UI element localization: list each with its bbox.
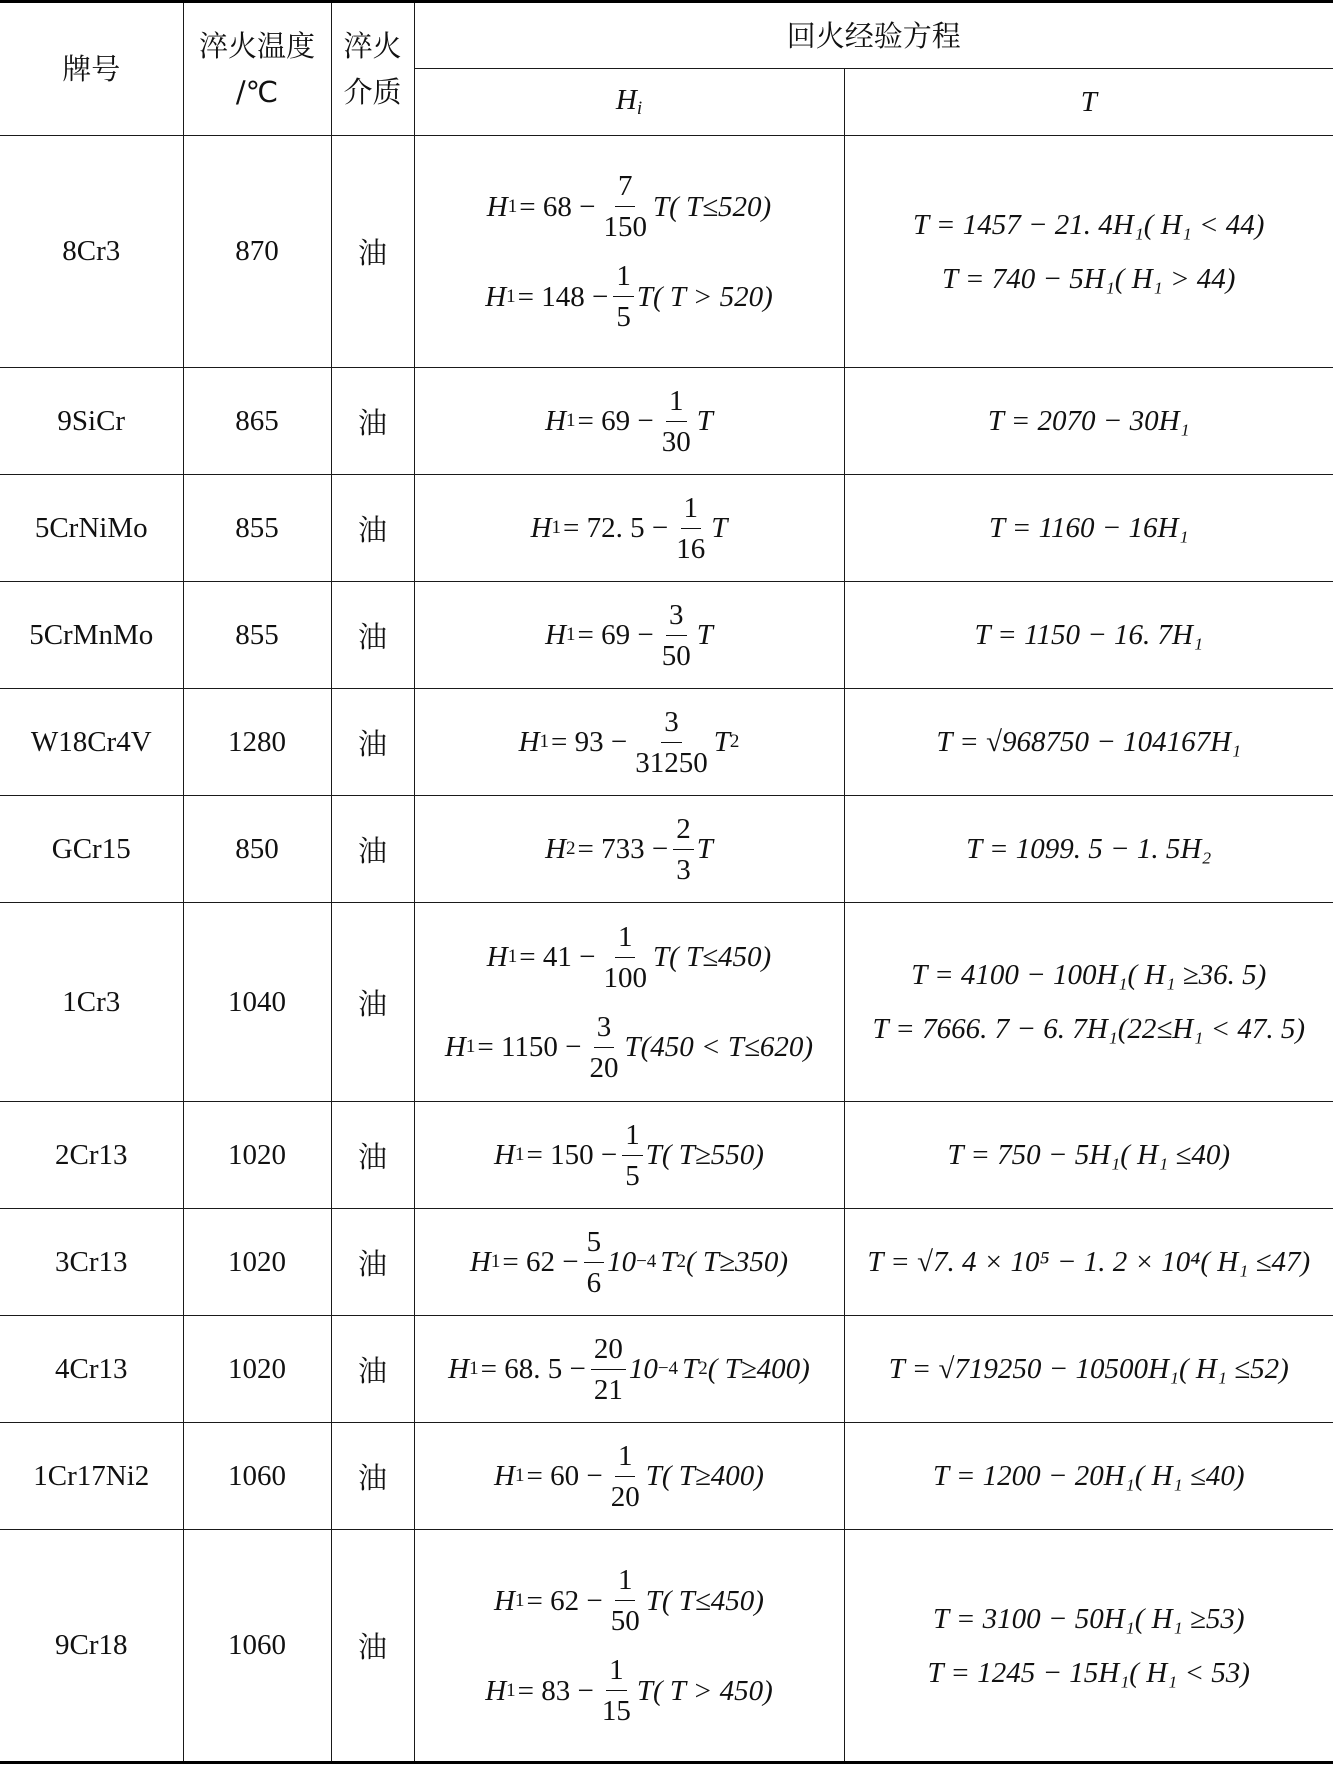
cell-t-equation xyxy=(844,368,1333,475)
fraction-denominator: 16 xyxy=(676,532,706,565)
h-subscript: 1 xyxy=(551,517,562,538)
h-equation xyxy=(415,252,844,342)
h-equation xyxy=(415,1324,844,1414)
fraction-denominator: 15 xyxy=(601,1695,631,1727)
h-symbol: H xyxy=(469,1246,491,1278)
cell-t-equation xyxy=(844,1209,1333,1316)
h-post: T( T≤520) xyxy=(652,190,772,223)
h-equation xyxy=(415,162,844,252)
cell-h-equation xyxy=(414,475,844,582)
h-equation-body xyxy=(494,1431,764,1521)
h-equation xyxy=(415,697,844,787)
t-equation: T = 1200 − 20H₁( H₁ ≤40) xyxy=(932,1460,1245,1492)
table-row xyxy=(0,368,1333,475)
h-equation-body xyxy=(545,376,713,466)
header-quench-temp-line1: 淬火温度 xyxy=(198,29,315,63)
h-equation-body xyxy=(494,1110,764,1200)
t-equation: T = √7. 4 × 10⁵ − 1. 2 × 10⁴( H₁ ≤47) xyxy=(867,1246,1311,1278)
h-post: T xyxy=(696,405,713,437)
fraction-denominator: 5 xyxy=(625,1159,640,1192)
fraction xyxy=(587,1009,622,1086)
header-quench-temp-line2: /℃ xyxy=(235,75,279,109)
fraction-denominator: 50 xyxy=(610,1605,640,1637)
h-post: T( T≤450) xyxy=(645,1584,764,1617)
medium-value: 油 xyxy=(357,1139,387,1174)
fraction xyxy=(659,383,694,460)
h-equation xyxy=(415,1431,844,1521)
grade-value: 4Cr13 xyxy=(55,1352,128,1385)
fraction-numerator: 3 xyxy=(661,704,682,743)
cell-medium xyxy=(331,689,414,796)
cell-temp xyxy=(183,903,331,1102)
h-symbol: H xyxy=(485,280,507,313)
cell-h-equation xyxy=(414,1209,844,1316)
t-equation: T = 1245 − 15H₁( H₁ < 53) xyxy=(927,1656,1250,1689)
h-post: T xyxy=(696,833,713,865)
temp-value: 870 xyxy=(235,235,279,267)
cell-grade xyxy=(0,903,183,1102)
cell-grade xyxy=(0,582,183,689)
cell-h-equation xyxy=(414,1423,844,1530)
h-subscript: 1 xyxy=(465,1036,476,1057)
cell-h-equation xyxy=(414,796,844,903)
h-pre: = 83 − xyxy=(517,1674,594,1707)
fraction xyxy=(673,490,708,567)
h-symbol: H xyxy=(485,1674,507,1707)
fraction-denominator: 150 xyxy=(603,211,647,243)
fraction-numerator: 1 xyxy=(622,1117,643,1156)
fraction-numerator: 1 xyxy=(615,1562,636,1601)
cell-medium xyxy=(331,1530,414,1763)
h-equation-body xyxy=(545,590,713,680)
temp-value: 850 xyxy=(235,832,279,865)
cell-medium xyxy=(331,475,414,582)
fraction xyxy=(600,919,650,996)
header-t-column xyxy=(844,69,1333,136)
fraction-numerator: 1 xyxy=(615,1438,636,1477)
temp-value: 1040 xyxy=(228,985,286,1018)
h-post2-sup: 2 xyxy=(698,1358,708,1379)
t-equation: T = √719250 − 10500H₁( H₁ ≤52) xyxy=(888,1353,1289,1385)
header-h-var: H xyxy=(615,84,637,116)
t-equation: T = 1457 − 21. 4H₁( H₁ < 44) xyxy=(913,208,1265,241)
cell-medium xyxy=(331,796,414,903)
cell-temp xyxy=(183,796,331,903)
header-quench-medium-line1: 淬火 xyxy=(343,29,402,63)
h-subscript: 1 xyxy=(566,624,576,645)
t-equation: T = 3100 − 50H₁( H₁ ≥53) xyxy=(932,1602,1245,1635)
cell-h-equation xyxy=(414,1102,844,1209)
h-equation xyxy=(415,804,844,894)
h-symbol: H xyxy=(486,190,508,223)
cell-temp xyxy=(183,1316,331,1423)
temp-value: 1020 xyxy=(228,1138,286,1171)
h-subscript: 1 xyxy=(566,410,576,431)
h-symbol: H xyxy=(545,833,567,865)
medium-value: 油 xyxy=(357,1353,387,1388)
grade-value: 9SiCr xyxy=(57,404,126,437)
temp-value: 865 xyxy=(235,404,279,437)
fraction-denominator: 30 xyxy=(661,425,691,458)
fraction-numerator: 5 xyxy=(584,1224,605,1263)
h-subscript: 1 xyxy=(514,1589,525,1611)
cell-h-equation xyxy=(414,1530,844,1763)
table-row xyxy=(0,1209,1333,1316)
h-post: T( T≥550) xyxy=(645,1139,764,1171)
h-equation-body xyxy=(485,252,773,342)
grade-value: 2Cr13 xyxy=(55,1138,128,1171)
cell-medium xyxy=(331,582,414,689)
cell-temp xyxy=(183,136,331,368)
fraction-denominator: 21 xyxy=(593,1373,623,1406)
cell-medium xyxy=(331,368,414,475)
h-post: T xyxy=(713,726,730,758)
h-equation xyxy=(415,912,844,1002)
temp-value: 1060 xyxy=(228,1629,286,1661)
h-equation-body xyxy=(531,483,728,573)
grade-value: 9Cr18 xyxy=(55,1629,128,1661)
h-symbol: H xyxy=(494,1460,515,1492)
table-row xyxy=(0,903,1333,1102)
cell-medium xyxy=(331,1102,414,1209)
cell-grade xyxy=(0,1530,183,1763)
fraction xyxy=(591,1331,626,1408)
header-t-var: T xyxy=(1080,85,1097,118)
h-pre: = 68. 5 − xyxy=(480,1353,586,1385)
cell-h-equation xyxy=(414,368,844,475)
h-symbol: H xyxy=(518,726,540,758)
h-equation-body xyxy=(487,912,771,1002)
cell-grade xyxy=(0,1423,183,1530)
table-row xyxy=(0,475,1333,582)
h-equation xyxy=(415,1646,844,1736)
medium-value: 油 xyxy=(357,512,387,547)
h-post-sup: −4 xyxy=(636,1251,657,1272)
h-subscript: 1 xyxy=(514,1465,525,1486)
cell-grade xyxy=(0,475,183,582)
h-symbol: H xyxy=(545,619,567,651)
h-pre: = 62 − xyxy=(526,1584,603,1617)
cell-t-equation xyxy=(844,903,1333,1102)
h-equation-body xyxy=(494,1556,764,1646)
medium-value: 油 xyxy=(357,236,387,270)
h-symbol: H xyxy=(444,1031,466,1063)
h-equation xyxy=(415,1217,844,1307)
h-post2-sup: 2 xyxy=(676,1251,686,1272)
fraction xyxy=(599,1652,634,1729)
grade-value: 5CrMnMo xyxy=(29,618,154,651)
fraction xyxy=(608,1562,643,1639)
grade-value: 3Cr13 xyxy=(55,1245,128,1278)
h-post-sup: 2 xyxy=(729,731,740,752)
fraction xyxy=(600,168,650,245)
grade-value: 8Cr3 xyxy=(62,235,121,267)
cell-t-equation xyxy=(844,136,1333,368)
fraction xyxy=(622,1117,643,1194)
h-subscript: 1 xyxy=(490,1251,501,1272)
h-equation xyxy=(415,590,844,680)
cell-t-equation xyxy=(844,1316,1333,1423)
fraction-denominator: 5 xyxy=(616,301,631,333)
h-post: T xyxy=(711,512,728,544)
h-subscript: 1 xyxy=(506,285,516,307)
h-equation xyxy=(415,376,844,466)
medium-value: 油 xyxy=(357,1630,387,1664)
cell-temp xyxy=(183,1102,331,1209)
h-equation xyxy=(415,1556,844,1646)
h-post: 10 xyxy=(628,1353,658,1385)
cell-h-equation xyxy=(414,136,844,368)
h-subscript: 1 xyxy=(539,731,550,752)
h-equation-body xyxy=(445,1002,813,1092)
cell-medium xyxy=(331,903,414,1102)
fraction-denominator: 20 xyxy=(589,1051,619,1084)
table-row xyxy=(0,1316,1333,1423)
cell-grade xyxy=(0,689,183,796)
table-row xyxy=(0,136,1333,368)
h-subscript: 1 xyxy=(506,1679,516,1701)
h-equation xyxy=(415,1002,844,1092)
fraction-numerator: 7 xyxy=(615,168,636,207)
h-symbol: H xyxy=(530,512,552,544)
h-equation-body xyxy=(485,1646,773,1736)
fraction-denominator: 3 xyxy=(676,853,691,886)
fraction-numerator: 1 xyxy=(613,258,634,297)
header-quench-medium xyxy=(331,2,414,136)
header-h-column xyxy=(414,69,844,136)
h-post: T( T≥400) xyxy=(645,1460,764,1492)
h-symbol: H xyxy=(448,1353,470,1385)
fraction-numerator: 1 xyxy=(606,1652,627,1691)
cell-medium xyxy=(331,136,414,368)
medium-value: 油 xyxy=(357,986,387,1021)
cell-temp xyxy=(183,1530,331,1763)
cell-t-equation xyxy=(844,475,1333,582)
table-row xyxy=(0,1530,1333,1763)
h-subscript: 1 xyxy=(469,1358,479,1379)
cell-h-equation xyxy=(414,1316,844,1423)
medium-value: 油 xyxy=(357,405,387,440)
t-equation: T = 740 − 5H₁( H₁ > 44) xyxy=(942,262,1236,295)
temp-value: 855 xyxy=(235,618,279,651)
grade-value: 5CrNiMo xyxy=(34,511,148,544)
fraction-denominator: 100 xyxy=(603,961,647,994)
h-equation-body xyxy=(470,1217,788,1307)
h-pre: = 148 − xyxy=(517,280,609,313)
table-row xyxy=(0,689,1333,796)
h-pre: = 60 − xyxy=(526,1460,603,1492)
h-subscript: 1 xyxy=(514,1144,525,1165)
t-equation: T = √968750 − 104167H₁ xyxy=(936,726,1242,758)
fraction xyxy=(659,597,694,674)
h-symbol: H xyxy=(494,1139,515,1171)
cell-h-equation xyxy=(414,903,844,1102)
h-symbol: H xyxy=(486,941,508,973)
table-row xyxy=(0,796,1333,903)
header-grade: 牌号 xyxy=(0,2,183,136)
fraction-numerator: 3 xyxy=(666,597,687,636)
table-row xyxy=(0,1102,1333,1209)
temp-value: 855 xyxy=(235,511,279,544)
cell-h-equation xyxy=(414,582,844,689)
h-equation-body xyxy=(545,804,713,894)
h-pre: = 93 − xyxy=(551,726,628,758)
fraction xyxy=(673,811,694,888)
cell-grade xyxy=(0,368,183,475)
h-post: T( T≤450) xyxy=(652,941,772,973)
cell-temp xyxy=(183,1423,331,1530)
cell-grade xyxy=(0,1316,183,1423)
t-equation: T = 1150 − 16. 7H₁ xyxy=(974,619,1204,651)
h-post3: ( T≥350) xyxy=(685,1246,789,1278)
cell-temp xyxy=(183,368,331,475)
cell-t-equation xyxy=(844,689,1333,796)
t-equation: T = 750 − 5H₁( H₁ ≤40) xyxy=(947,1139,1231,1171)
fraction-numerator: 1 xyxy=(681,490,702,529)
h-post3: ( T≥400) xyxy=(707,1353,810,1385)
temp-value: 1280 xyxy=(228,725,286,758)
h-pre: = 69 − xyxy=(577,619,654,651)
h-post: 10 xyxy=(607,1246,637,1278)
cell-medium xyxy=(331,1316,414,1423)
h-post2: T xyxy=(660,1246,677,1278)
cell-t-equation xyxy=(844,1423,1333,1530)
medium-value: 油 xyxy=(357,1460,387,1495)
grade-value: 1Cr17Ni2 xyxy=(33,1459,150,1492)
h-pre: = 69 − xyxy=(577,405,654,437)
table-row xyxy=(0,582,1333,689)
h-symbol: H xyxy=(545,405,567,437)
h-subscript: 1 xyxy=(507,946,518,967)
cell-t-equation xyxy=(844,1530,1333,1763)
fraction-denominator: 6 xyxy=(586,1266,602,1299)
cell-temp xyxy=(183,1209,331,1316)
t-equation: T = 2070 − 30H₁ xyxy=(987,405,1190,437)
h-pre: = 733 − xyxy=(577,833,669,865)
cell-medium xyxy=(331,1423,414,1530)
h-post-sup: −4 xyxy=(657,1358,679,1379)
temp-value: 1020 xyxy=(228,1245,286,1278)
h-post: T(450 < T≤620) xyxy=(624,1031,814,1063)
header-quench-temp xyxy=(183,2,331,136)
cell-t-equation xyxy=(844,582,1333,689)
t-equation: T = 1160 − 16H₁ xyxy=(988,512,1189,544)
t-equation: T = 1099. 5 − 1. 5H₂ xyxy=(966,833,1212,865)
h-post2: T xyxy=(682,1353,699,1385)
fraction xyxy=(584,1224,605,1301)
fraction-numerator: 1 xyxy=(615,919,636,958)
cell-grade xyxy=(0,1209,183,1316)
h-pre: = 62 − xyxy=(502,1246,579,1278)
h-equation xyxy=(415,1110,844,1200)
h-post: T xyxy=(696,619,713,651)
header-h-sub: i xyxy=(636,98,643,119)
fraction-numerator: 20 xyxy=(591,1331,626,1370)
table-body xyxy=(0,136,1333,1763)
fraction-denominator: 20 xyxy=(610,1480,640,1513)
grade-value: W18Cr4V xyxy=(30,725,152,758)
cell-temp xyxy=(183,582,331,689)
fraction-numerator: 3 xyxy=(594,1009,615,1048)
h-pre: = 72. 5 − xyxy=(563,512,669,544)
fraction-denominator: 50 xyxy=(661,639,691,672)
h-post: T( T > 450) xyxy=(636,1674,773,1707)
h-subscript: 1 xyxy=(507,195,518,217)
cell-t-equation xyxy=(844,1102,1333,1209)
cell-temp xyxy=(183,689,331,796)
cell-h-equation xyxy=(414,689,844,796)
fraction-numerator: 2 xyxy=(673,811,694,850)
cell-grade xyxy=(0,796,183,903)
medium-value: 油 xyxy=(357,619,387,654)
h-pre: = 41 − xyxy=(519,941,596,973)
cell-temp xyxy=(183,475,331,582)
t-equation: T = 7666. 7 − 6. 7H₁(22≤H₁ < 47. 5) xyxy=(872,1013,1306,1045)
cell-grade xyxy=(0,136,183,368)
h-equation-body xyxy=(487,162,771,252)
table-row xyxy=(0,1423,1333,1530)
fraction xyxy=(608,1438,643,1515)
fraction xyxy=(613,258,634,335)
medium-value: 油 xyxy=(357,726,387,761)
cell-t-equation xyxy=(844,796,1333,903)
h-pre: = 68 − xyxy=(519,190,596,223)
medium-value: 油 xyxy=(357,1246,387,1281)
h-equation-body xyxy=(519,697,740,787)
header-equation-group: 回火经验方程 xyxy=(414,2,1333,69)
grade-value: 1Cr3 xyxy=(62,985,121,1018)
t-equation: T = 4100 − 100H₁( H₁ ≥36. 5) xyxy=(911,959,1267,991)
temp-value: 1060 xyxy=(228,1459,286,1492)
medium-value: 油 xyxy=(357,833,387,868)
cell-grade xyxy=(0,1102,183,1209)
h-equation xyxy=(415,483,844,573)
h-symbol: H xyxy=(494,1584,515,1617)
header-quench-medium-line2: 介质 xyxy=(343,75,402,109)
fraction xyxy=(632,704,711,781)
grade-value: GCr15 xyxy=(51,832,131,865)
cell-medium xyxy=(331,1209,414,1316)
h-pre: = 150 − xyxy=(526,1139,618,1171)
h-post: T( T > 520) xyxy=(636,280,773,313)
temp-value: 1020 xyxy=(228,1352,286,1385)
h-equation-body xyxy=(448,1324,810,1414)
h-pre: = 1150 − xyxy=(477,1031,582,1063)
h-subscript: 2 xyxy=(566,838,576,859)
fraction-denominator: 31250 xyxy=(635,746,708,779)
fraction-numerator: 1 xyxy=(666,383,687,422)
